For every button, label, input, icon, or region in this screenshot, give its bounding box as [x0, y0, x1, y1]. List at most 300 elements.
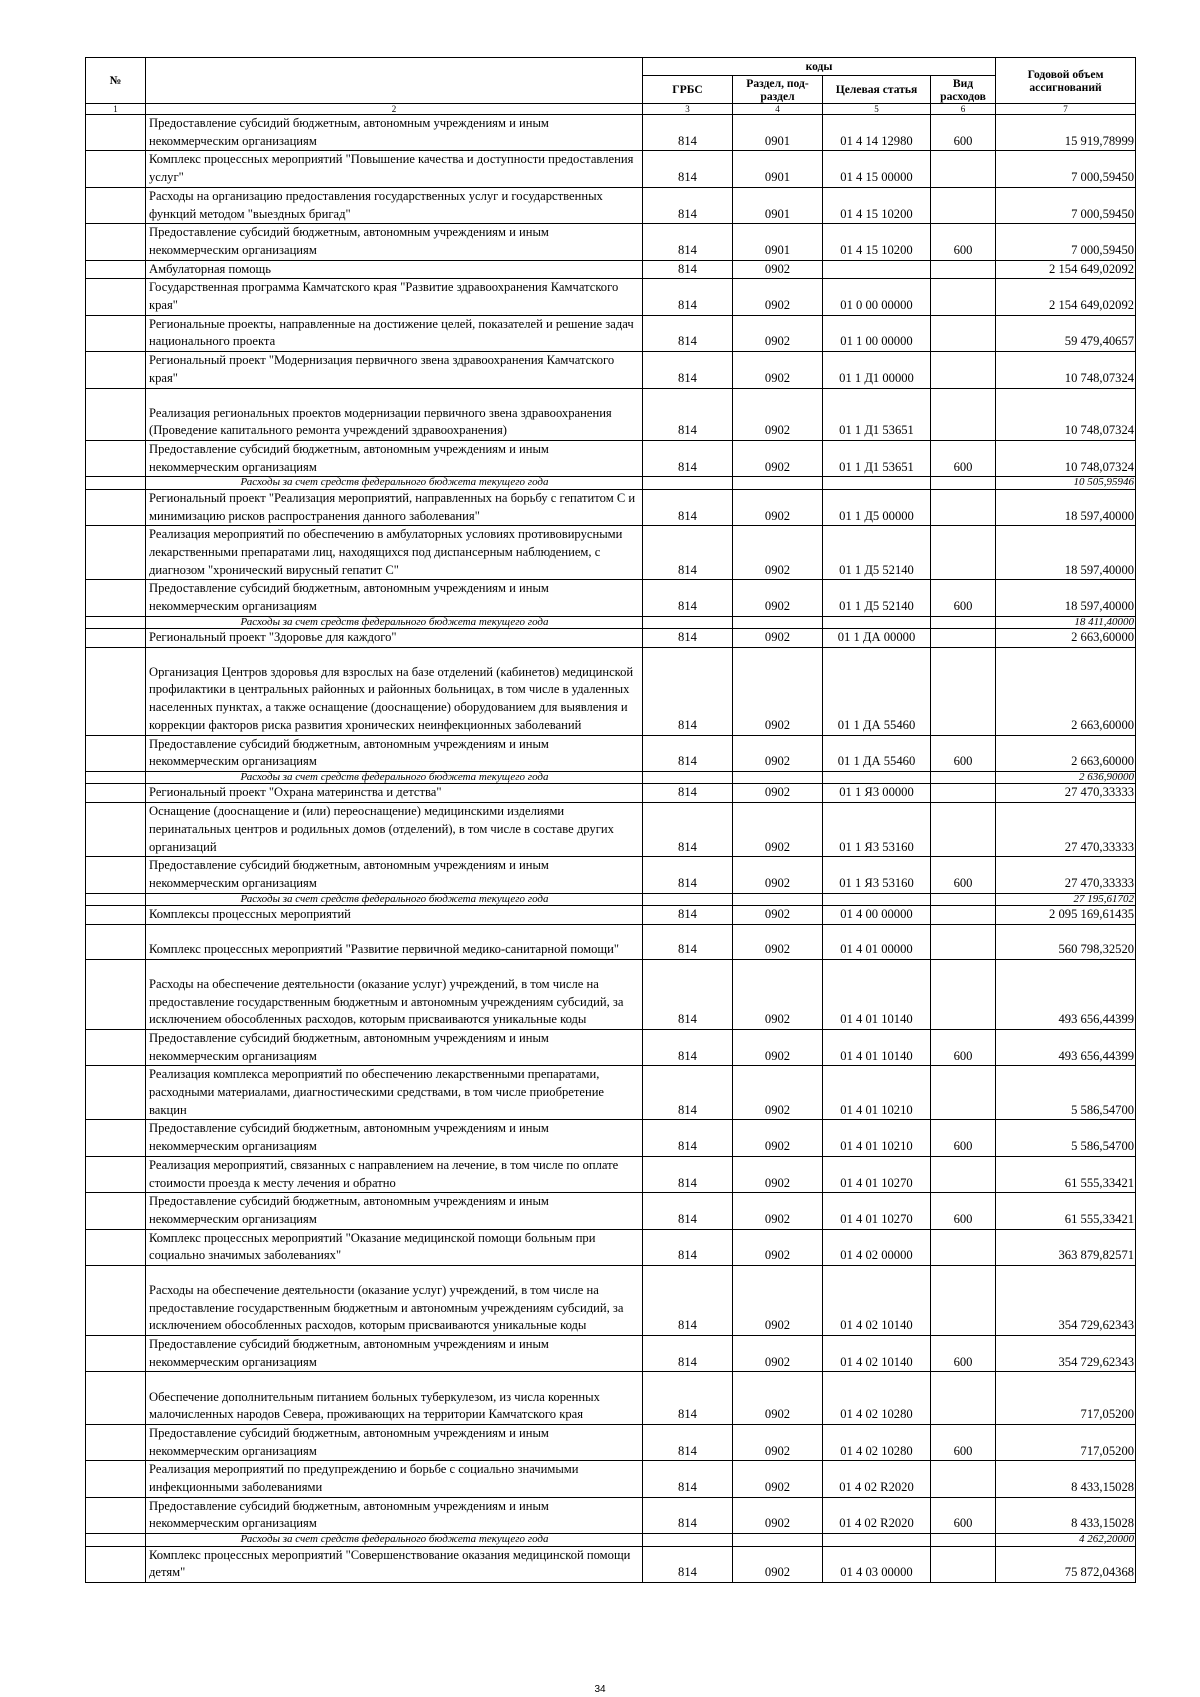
row-target-cell: 01 4 01 10210 — [823, 1066, 931, 1120]
row-target-cell: 01 4 03 00000 — [823, 1546, 931, 1582]
table-row — [86, 784, 1136, 803]
row-sum-cell: 27 470,33333 — [996, 803, 1136, 857]
row-number-cell — [86, 1424, 146, 1460]
row-section-cell: 0902 — [733, 924, 823, 959]
row-number-cell — [86, 857, 146, 893]
row-target-cell: 01 1 Я3 53160 — [823, 803, 931, 857]
row-section-cell — [733, 771, 823, 784]
row-target-cell: 01 4 15 10200 — [823, 224, 931, 260]
table-row — [86, 1229, 1136, 1265]
row-target-cell: 01 4 14 12980 — [823, 115, 931, 151]
row-number-cell — [86, 260, 146, 279]
row-name-cell: Комплекс процессных мероприятий "Совершенствование оказания медицинской помощи детям" — [146, 1546, 643, 1582]
table-row — [86, 115, 1136, 151]
row-kind-cell — [931, 315, 996, 351]
row-section-cell: 0902 — [733, 352, 823, 388]
row-section-cell: 0902 — [733, 959, 823, 1029]
row-name-cell: Предоставление субсидий бюджетным, автономным учреждениям и иным некоммерческим организациям — [146, 857, 643, 893]
row-section-cell — [733, 1534, 823, 1547]
federal-budget-row — [86, 616, 1136, 629]
row-number-cell — [86, 735, 146, 771]
row-name-cell: Комплекс процессных мероприятий "Оказание медицинской помощи больным при социально значимых заболеваниях" — [146, 1229, 643, 1265]
row-grbs-cell: 814 — [643, 784, 733, 803]
row-number-cell — [86, 115, 146, 151]
row-sum-cell: 717,05200 — [996, 1372, 1136, 1425]
row-grbs-cell: 814 — [643, 526, 733, 580]
row-number-cell — [86, 580, 146, 616]
row-sum-cell: 61 555,33421 — [996, 1193, 1136, 1229]
row-sum-cell: 7 000,59450 — [996, 151, 1136, 187]
row-kind-cell: 600 — [931, 1424, 996, 1460]
row-grbs-cell: 814 — [643, 315, 733, 351]
row-number-cell — [86, 771, 146, 784]
row-target-cell — [823, 893, 931, 906]
row-target-cell: 01 4 01 10210 — [823, 1120, 931, 1156]
col-header-grbs: ГРБС — [643, 76, 733, 104]
row-name-cell: Реализация мероприятий, связанных с направлением на лечение, в том числе по оплате стоимости проезда к месту лечения и обратно — [146, 1156, 643, 1192]
row-number-cell — [86, 315, 146, 351]
row-target-cell: 01 1 ДА 55460 — [823, 735, 931, 771]
row-number-cell — [86, 1266, 146, 1336]
row-kind-cell — [931, 803, 996, 857]
row-section-cell: 0902 — [733, 315, 823, 351]
row-target-cell: 01 4 02 10280 — [823, 1372, 931, 1425]
budget-table — [85, 57, 1136, 1583]
page-number: 34 — [594, 1684, 606, 1695]
row-section-cell: 0902 — [733, 1461, 823, 1497]
row-kind-cell — [931, 629, 996, 648]
table-row — [86, 279, 1136, 315]
row-section-cell: 0902 — [733, 580, 823, 616]
row-number-cell — [86, 1229, 146, 1265]
row-name-cell: Региональный проект "Охрана материнства и детства" — [146, 784, 643, 803]
row-kind-cell — [931, 279, 996, 315]
row-grbs-cell: 814 — [643, 352, 733, 388]
federal-budget-row — [86, 1534, 1136, 1547]
row-grbs-cell: 814 — [643, 151, 733, 187]
table-row — [86, 1372, 1136, 1425]
row-number-cell — [86, 224, 146, 260]
row-section-cell: 0902 — [733, 526, 823, 580]
row-section-cell: 0902 — [733, 1266, 823, 1336]
row-number-cell — [86, 629, 146, 648]
row-sum-cell: 27 470,33333 — [996, 857, 1136, 893]
row-target-cell: 01 4 02 R2020 — [823, 1497, 931, 1533]
row-sum-cell: 2 663,60000 — [996, 735, 1136, 771]
row-kind-cell: 600 — [931, 857, 996, 893]
row-name-cell: Предоставление субсидий бюджетным, автономным учреждениям и иным некоммерческим организациям — [146, 1424, 643, 1460]
row-section-cell: 0902 — [733, 1372, 823, 1425]
row-sum-cell: 10 748,07324 — [996, 388, 1136, 441]
row-kind-cell: 600 — [931, 115, 996, 151]
row-sum-cell: 2 154 649,02092 — [996, 279, 1136, 315]
row-kind-cell — [931, 893, 996, 906]
row-number-cell — [86, 784, 146, 803]
table-row — [86, 1266, 1136, 1336]
row-kind-cell — [931, 151, 996, 187]
row-kind-cell — [931, 1461, 996, 1497]
row-kind-cell — [931, 260, 996, 279]
row-kind-cell — [931, 959, 996, 1029]
row-number-cell — [86, 187, 146, 223]
row-grbs-cell: 814 — [643, 580, 733, 616]
row-target-cell: 01 4 02 R2020 — [823, 1461, 931, 1497]
table-row — [86, 315, 1136, 351]
row-grbs-cell: 814 — [643, 906, 733, 925]
col-header-num: № — [86, 58, 146, 104]
row-section-cell: 0902 — [733, 260, 823, 279]
row-name-cell: Расходы на обеспечение деятельности (оказание услуг) учреждений, в том числе на предоставление государственным бюджетным и автономным учреждениям субсидий, за исключением обособленных расходов, которым присваиваются уникальные коды — [146, 959, 643, 1029]
row-target-cell: 01 4 02 10280 — [823, 1424, 931, 1460]
row-target-cell: 01 4 01 10270 — [823, 1156, 931, 1192]
table-row — [86, 629, 1136, 648]
row-sum-cell: 27 195,61702 — [996, 893, 1136, 906]
row-grbs-cell — [643, 1534, 733, 1547]
row-grbs-cell — [643, 771, 733, 784]
row-name-cell: Предоставление субсидий бюджетным, автономным учреждениям и иным некоммерческим организациям — [146, 735, 643, 771]
table-row — [86, 1497, 1136, 1533]
table-row — [86, 1156, 1136, 1192]
row-section-cell: 0901 — [733, 115, 823, 151]
table-row — [86, 857, 1136, 893]
row-sum-cell: 10 748,07324 — [996, 441, 1136, 477]
row-number-cell — [86, 924, 146, 959]
row-target-cell — [823, 616, 931, 629]
row-kind-cell — [931, 1266, 996, 1336]
row-sum-cell: 59 479,40657 — [996, 315, 1136, 351]
row-section-cell: 0902 — [733, 1424, 823, 1460]
row-grbs-cell: 814 — [643, 187, 733, 223]
table-row — [86, 526, 1136, 580]
row-target-cell: 01 1 Д1 53651 — [823, 441, 931, 477]
row-name-cell: Расходы за счет средств федерального бюджета текущего года — [146, 893, 643, 906]
row-name-cell: Предоставление субсидий бюджетным, автономным учреждениям и иным некоммерческим организациям — [146, 1336, 643, 1372]
row-kind-cell: 600 — [931, 224, 996, 260]
row-number-cell — [86, 648, 146, 736]
col-number-1: 1 — [86, 104, 146, 115]
row-section-cell: 0902 — [733, 1546, 823, 1582]
row-grbs-cell: 814 — [643, 1546, 733, 1582]
row-target-cell: 01 1 Д5 52140 — [823, 526, 931, 580]
row-grbs-cell: 814 — [643, 857, 733, 893]
row-number-cell — [86, 1497, 146, 1533]
table-row — [86, 1546, 1136, 1582]
row-number-cell — [86, 959, 146, 1029]
row-sum-cell: 15 919,78999 — [996, 115, 1136, 151]
table-row — [86, 352, 1136, 388]
row-grbs-cell: 814 — [643, 1029, 733, 1065]
row-name-cell: Региональный проект "Здоровье для каждого" — [146, 629, 643, 648]
row-section-cell: 0902 — [733, 1336, 823, 1372]
row-name-cell: Расходы за счет средств федерального бюджета текущего года — [146, 1534, 643, 1547]
row-name-cell: Комплекс процессных мероприятий "Развитие первичной медико-санитарной помощи" — [146, 924, 643, 959]
row-grbs-cell: 814 — [643, 1156, 733, 1192]
row-name-cell: Комплексы процессных мероприятий — [146, 906, 643, 925]
row-section-cell: 0901 — [733, 187, 823, 223]
row-kind-cell — [931, 784, 996, 803]
row-sum-cell: 2 095 169,61435 — [996, 906, 1136, 925]
row-section-cell: 0902 — [733, 1156, 823, 1192]
row-kind-cell — [931, 187, 996, 223]
row-name-cell: Реализация региональных проектов модернизации первичного звена здравоохранения (Проведение капитального ремонта учреждений здравоохранения) — [146, 388, 643, 441]
row-name-cell: Организация Центров здоровья для взрослых на базе отделений (кабинетов) медицинской профилактики в центральных районных и районных больницах, в том числе в удаленных населенных пунктах, а также оснащение (дооснащение) оборудованием для выявления и коррекции факторов риска развития хронических неинфекционных заболеваний — [146, 648, 643, 736]
row-sum-cell: 4 262,20000 — [996, 1534, 1136, 1547]
row-number-cell — [86, 1336, 146, 1372]
row-number-cell — [86, 906, 146, 925]
table-row — [86, 1120, 1136, 1156]
row-target-cell: 01 1 ДА 00000 — [823, 629, 931, 648]
row-section-cell: 0901 — [733, 151, 823, 187]
row-sum-cell: 18 411,40000 — [996, 616, 1136, 629]
table-row — [86, 1424, 1136, 1460]
row-target-cell: 01 4 02 10140 — [823, 1336, 931, 1372]
row-name-cell: Государственная программа Камчатского края "Развитие здравоохранения Камчатского края" — [146, 279, 643, 315]
row-section-cell: 0902 — [733, 784, 823, 803]
row-name-cell: Амбулаторная помощь — [146, 260, 643, 279]
row-number-cell — [86, 1193, 146, 1229]
row-kind-cell: 600 — [931, 1193, 996, 1229]
row-section-cell: 0902 — [733, 1066, 823, 1120]
row-number-cell — [86, 1461, 146, 1497]
row-section-cell: 0902 — [733, 735, 823, 771]
row-section-cell: 0902 — [733, 648, 823, 736]
row-target-cell: 01 4 15 10200 — [823, 187, 931, 223]
row-target-cell: 01 1 Я3 00000 — [823, 784, 931, 803]
budget-table-sheet — [85, 57, 1135, 1583]
row-sum-cell: 7 000,59450 — [996, 187, 1136, 223]
row-target-cell: 01 1 Д1 53651 — [823, 388, 931, 441]
col-header-codes: коды — [643, 58, 996, 76]
col-header-section: Раздел, под-раздел — [733, 76, 823, 104]
row-grbs-cell: 814 — [643, 1497, 733, 1533]
row-kind-cell: 600 — [931, 441, 996, 477]
row-target-cell — [823, 1534, 931, 1547]
row-sum-cell: 61 555,33421 — [996, 1156, 1136, 1192]
row-number-cell — [86, 489, 146, 525]
row-sum-cell: 75 872,04368 — [996, 1546, 1136, 1582]
row-grbs-cell: 814 — [643, 629, 733, 648]
row-target-cell: 01 4 01 00000 — [823, 924, 931, 959]
row-sum-cell: 8 433,15028 — [996, 1461, 1136, 1497]
col-header-name — [146, 58, 643, 104]
row-sum-cell: 10 505,95946 — [996, 477, 1136, 490]
table-row — [86, 489, 1136, 525]
row-section-cell — [733, 616, 823, 629]
row-target-cell: 01 4 01 10270 — [823, 1193, 931, 1229]
row-number-cell — [86, 1372, 146, 1425]
row-target-cell: 01 1 ДА 55460 — [823, 648, 931, 736]
row-grbs-cell: 814 — [643, 924, 733, 959]
row-name-cell: Предоставление субсидий бюджетным, автономным учреждениям и иным некоммерческим организациям — [146, 1029, 643, 1065]
row-section-cell: 0901 — [733, 224, 823, 260]
row-section-cell: 0902 — [733, 489, 823, 525]
table-row — [86, 260, 1136, 279]
table-row — [86, 151, 1136, 187]
row-name-cell: Расходы за счет средств федерального бюджета текущего года — [146, 616, 643, 629]
row-grbs-cell: 814 — [643, 959, 733, 1029]
row-name-cell: Реализация мероприятий по предупреждению и борьбе с социально значимыми инфекционными заболеваниями — [146, 1461, 643, 1497]
row-name-cell: Предоставление субсидий бюджетным, автономным учреждениям и иным некоммерческим организациям — [146, 580, 643, 616]
row-grbs-cell: 814 — [643, 489, 733, 525]
row-kind-cell — [931, 906, 996, 925]
row-sum-cell: 354 729,62343 — [996, 1336, 1136, 1372]
row-grbs-cell: 814 — [643, 1066, 733, 1120]
row-name-cell: Региональный проект "Модернизация первичного звена здравоохранения Камчатского края" — [146, 352, 643, 388]
row-sum-cell: 354 729,62343 — [996, 1266, 1136, 1336]
row-section-cell — [733, 477, 823, 490]
row-grbs-cell — [643, 477, 733, 490]
row-number-cell — [86, 352, 146, 388]
row-number-cell — [86, 1066, 146, 1120]
col-number-5: 5 — [823, 104, 931, 115]
row-name-cell: Предоставление субсидий бюджетным, автономным учреждениям и иным некоммерческим организациям — [146, 224, 643, 260]
row-name-cell: Расходы за счет средств федерального бюджета текущего года — [146, 771, 643, 784]
table-row — [86, 388, 1136, 441]
row-grbs-cell: 814 — [643, 279, 733, 315]
row-kind-cell: 600 — [931, 1120, 996, 1156]
row-kind-cell: 600 — [931, 1029, 996, 1065]
col-number-4: 4 — [733, 104, 823, 115]
row-kind-cell — [931, 771, 996, 784]
row-sum-cell: 2 636,90000 — [996, 771, 1136, 784]
row-section-cell: 0902 — [733, 388, 823, 441]
row-name-cell: Региональный проект "Реализация мероприятий, направленных на борьбу с гепатитом С и минимизацию рисков распространения данного заболевания" — [146, 489, 643, 525]
row-section-cell: 0902 — [733, 441, 823, 477]
row-section-cell: 0902 — [733, 1029, 823, 1065]
table-row — [86, 1193, 1136, 1229]
table-row — [86, 1066, 1136, 1120]
table-row — [86, 735, 1136, 771]
row-target-cell: 01 1 Д5 00000 — [823, 489, 931, 525]
row-number-cell — [86, 1029, 146, 1065]
col-number-2: 2 — [146, 104, 643, 115]
col-header-volume: Годовой объем ассигнований — [996, 58, 1136, 104]
row-sum-cell: 5 586,54700 — [996, 1120, 1136, 1156]
table-row — [86, 580, 1136, 616]
row-grbs-cell: 814 — [643, 1461, 733, 1497]
row-number-cell — [86, 616, 146, 629]
row-grbs-cell — [643, 893, 733, 906]
row-number-cell — [86, 441, 146, 477]
table-body — [86, 115, 1136, 1583]
row-name-cell: Обеспечение дополнительным питанием больных туберкулезом, из числа коренных малочисленных народов Севера, проживающих на территории Камчатского края — [146, 1372, 643, 1425]
row-name-cell: Предоставление субсидий бюджетным, автономным учреждениям и иным некоммерческим организациям — [146, 441, 643, 477]
row-name-cell: Предоставление субсидий бюджетным, автономным учреждениям и иным некоммерческим организациям — [146, 115, 643, 151]
row-section-cell: 0902 — [733, 1193, 823, 1229]
federal-budget-row — [86, 893, 1136, 906]
col-header-kind: Вид расходов — [931, 76, 996, 104]
row-number-cell — [86, 526, 146, 580]
row-sum-cell: 27 470,33333 — [996, 784, 1136, 803]
row-section-cell — [733, 893, 823, 906]
table-row — [86, 803, 1136, 857]
row-number-cell — [86, 1120, 146, 1156]
row-kind-cell — [931, 388, 996, 441]
row-kind-cell — [931, 1066, 996, 1120]
table-row — [86, 906, 1136, 925]
row-grbs-cell: 814 — [643, 1229, 733, 1265]
row-sum-cell: 7 000,59450 — [996, 224, 1136, 260]
row-grbs-cell — [643, 616, 733, 629]
row-name-cell: Реализация комплекса мероприятий по обеспечению лекарственными препаратами, расходными материалами, диагностическими средствами, в том числе приобретение вакцин — [146, 1066, 643, 1120]
row-grbs-cell: 814 — [643, 1372, 733, 1425]
table-row — [86, 1336, 1136, 1372]
row-name-cell: Реализация мероприятий по обеспечению в амбулаторных условиях противовирусными лекарственными препаратами лиц, находящихся под диспансерным наблюдением, с диагнозом "хронический вирусный гепатит С" — [146, 526, 643, 580]
row-kind-cell: 600 — [931, 735, 996, 771]
row-grbs-cell: 814 — [643, 115, 733, 151]
table-row — [86, 187, 1136, 223]
row-grbs-cell: 814 — [643, 388, 733, 441]
row-target-cell: 01 4 02 00000 — [823, 1229, 931, 1265]
row-kind-cell — [931, 489, 996, 525]
row-name-cell: Комплекс процессных мероприятий "Повышение качества и доступности предоставления услуг" — [146, 151, 643, 187]
row-grbs-cell: 814 — [643, 1120, 733, 1156]
row-kind-cell — [931, 1546, 996, 1582]
row-grbs-cell: 814 — [643, 224, 733, 260]
row-name-cell: Предоставление субсидий бюджетным, автономным учреждениям и иным некоммерческим организациям — [146, 1120, 643, 1156]
row-name-cell: Расходы за счет средств федерального бюджета текущего года — [146, 477, 643, 490]
row-section-cell: 0902 — [733, 629, 823, 648]
row-name-cell: Расходы на организацию предоставления государственных услуг и государственных функций методом "выездных бригад" — [146, 187, 643, 223]
row-sum-cell: 493 656,44399 — [996, 1029, 1136, 1065]
row-target-cell: 01 1 Д1 00000 — [823, 352, 931, 388]
row-grbs-cell: 814 — [643, 441, 733, 477]
row-number-cell — [86, 279, 146, 315]
row-kind-cell — [931, 526, 996, 580]
row-sum-cell: 2 154 649,02092 — [996, 260, 1136, 279]
row-sum-cell: 10 748,07324 — [996, 352, 1136, 388]
row-kind-cell: 600 — [931, 1336, 996, 1372]
row-sum-cell: 560 798,32520 — [996, 924, 1136, 959]
row-sum-cell: 8 433,15028 — [996, 1497, 1136, 1533]
table-row — [86, 959, 1136, 1029]
row-kind-cell — [931, 1156, 996, 1192]
table-row — [86, 648, 1136, 736]
federal-budget-row — [86, 771, 1136, 784]
row-sum-cell: 2 663,60000 — [996, 629, 1136, 648]
row-target-cell: 01 1 00 00000 — [823, 315, 931, 351]
row-kind-cell — [931, 924, 996, 959]
row-grbs-cell: 814 — [643, 1193, 733, 1229]
row-sum-cell: 18 597,40000 — [996, 580, 1136, 616]
col-header-target: Целевая статья — [823, 76, 931, 104]
federal-budget-row — [86, 477, 1136, 490]
row-section-cell: 0902 — [733, 1229, 823, 1265]
row-number-cell — [86, 803, 146, 857]
row-kind-cell: 600 — [931, 580, 996, 616]
row-target-cell — [823, 260, 931, 279]
col-number-7: 7 — [996, 104, 1136, 115]
row-grbs-cell: 814 — [643, 648, 733, 736]
row-kind-cell — [931, 1229, 996, 1265]
row-name-cell: Расходы на обеспечение деятельности (оказание услуг) учреждений, в том числе на предоставление государственным бюджетным и автономным учреждениям субсидий, за исключением обособленных расходов, которым присваиваются уникальные коды — [146, 1266, 643, 1336]
row-grbs-cell: 814 — [643, 1266, 733, 1336]
row-target-cell — [823, 771, 931, 784]
row-name-cell: Предоставление субсидий бюджетным, автономным учреждениям и иным некоммерческим организациям — [146, 1193, 643, 1229]
row-number-cell — [86, 1546, 146, 1582]
row-kind-cell: 600 — [931, 1497, 996, 1533]
row-grbs-cell: 814 — [643, 735, 733, 771]
row-kind-cell — [931, 352, 996, 388]
row-number-cell — [86, 893, 146, 906]
row-target-cell: 01 1 Я3 53160 — [823, 857, 931, 893]
table-row — [86, 1029, 1136, 1065]
row-section-cell: 0902 — [733, 1497, 823, 1533]
row-sum-cell: 18 597,40000 — [996, 489, 1136, 525]
row-target-cell: 01 4 00 00000 — [823, 906, 931, 925]
row-section-cell: 0902 — [733, 279, 823, 315]
table-row — [86, 924, 1136, 959]
